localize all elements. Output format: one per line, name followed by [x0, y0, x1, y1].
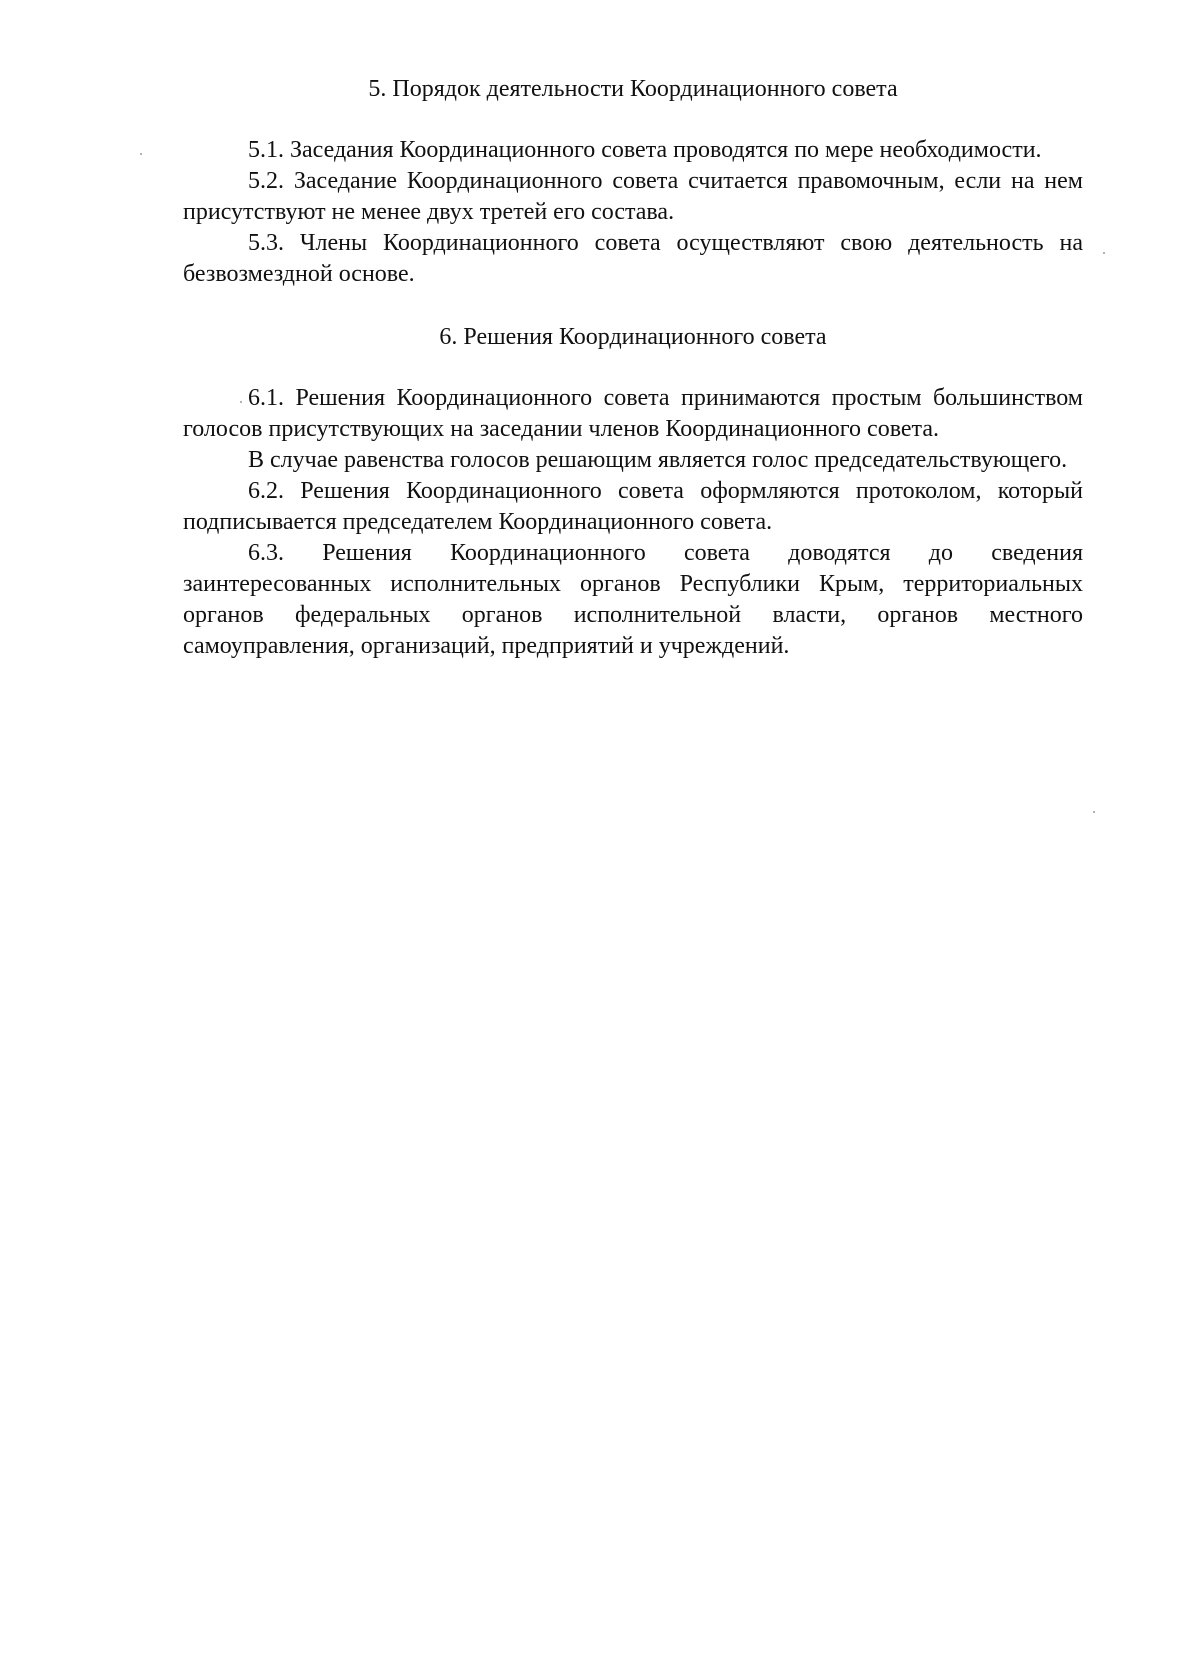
paragraph-5-3: 5.3. Члены Координационного совета осуществляют свою деятельность на безвозмездной основе. — [183, 230, 1083, 287]
paragraph-6-3: 6.3. Решения Координационного совета доводятся до сведения заинтересованных исполнительных органов Республики Крым, территориальных органов федеральных органов исполнительной власти, органов местного самоуправления, организаций, предприятий и учреждений. — [183, 540, 1083, 659]
scan-speck — [1093, 811, 1095, 813]
scan-speck — [1103, 252, 1105, 254]
scan-speck — [140, 153, 142, 155]
paragraph-6-1-tie: В случае равенства голосов решающим является голос председательствующего. — [248, 447, 1068, 473]
paragraph-6-1: 6.1. Решения Координационного совета принимаются простым большинством голосов присутствующих на заседании членов Координационного совета. — [183, 385, 1083, 442]
paragraph-6-2: 6.2. Решения Координационного совета оформляются протоколом, который подписывается председателем Координационного совета. — [183, 478, 1083, 535]
paragraph-5-1: 5.1. Заседания Координационного совета проводятся по мере необходимости. — [248, 137, 1042, 163]
section-5-heading: 5. Порядок деятельности Координационного совета — [368, 76, 898, 102]
paragraph-5-2: 5.2. Заседание Координационного совета считается правомочным, если на нем присутствуют не менее двух третей его состава. — [183, 168, 1083, 225]
section-6-heading: 6. Решения Координационного совета — [439, 324, 827, 350]
document-body — [183, 74, 1083, 662]
